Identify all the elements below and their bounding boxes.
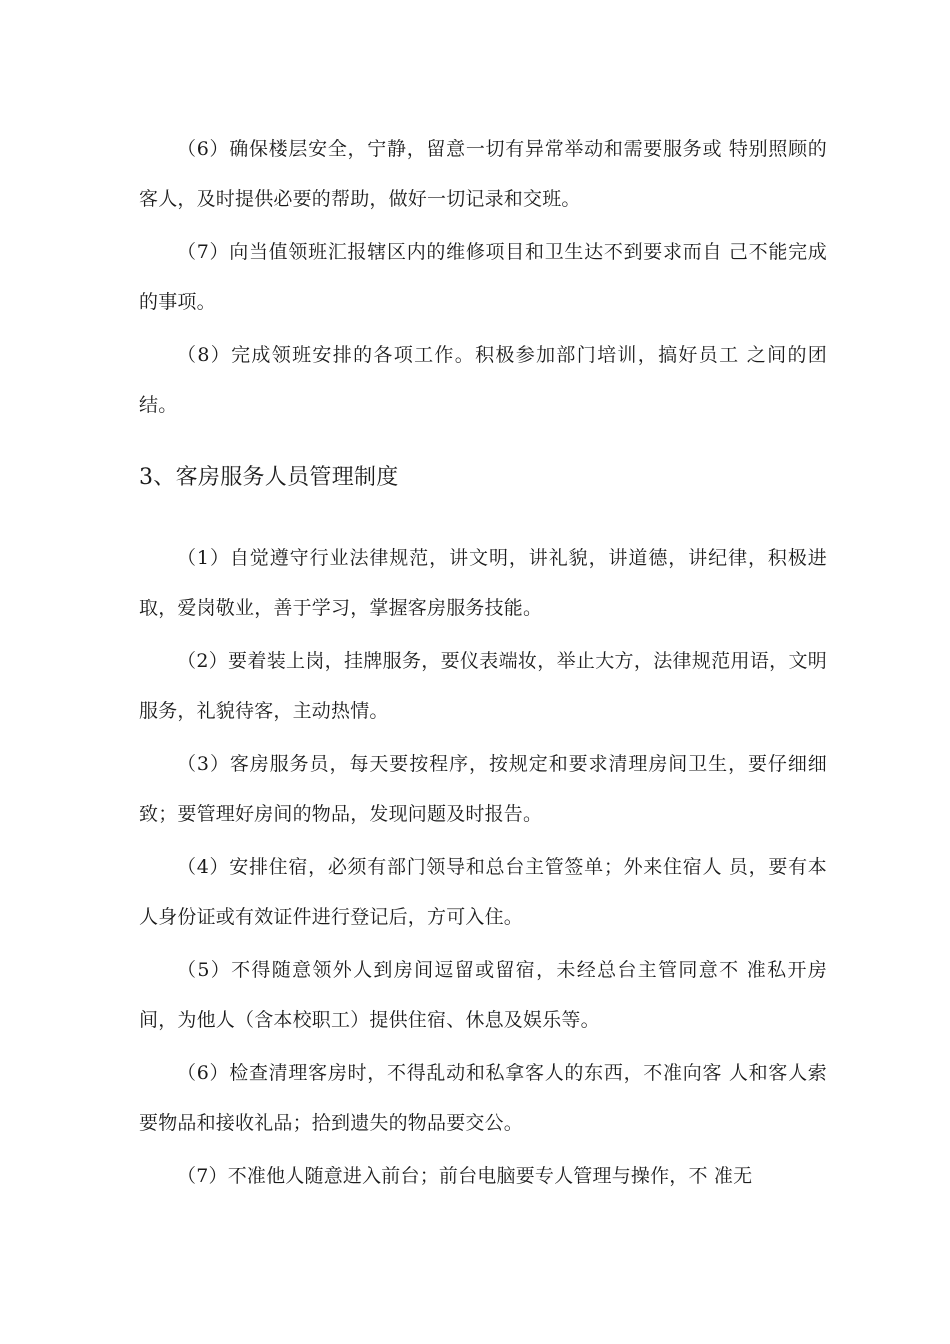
rule-item-2: （2）要着装上岗，挂牌服务，要仪表端妆，举止大方，法律规范用语，文明服务，礼貌待客，主动热情。 [139,650,827,722]
rule-item-5: （5）不得随意领外人到房间逗留或留宿，未经总台主管同意不 准私开房间，为他人（含本校职工）提供住宿、休息及娱乐等。 [139,959,827,1031]
paragraph-item-8: （8）完成领班安排的各项工作。积极参加部门培训，搞好员工 之间的团结。 [139,344,827,416]
rule-item-7: （7）不准他人随意进入前台；前台电脑要专人管理与操作，不 准无 [177,1165,753,1187]
rule-item-1: （1）自觉遵守行业法律规范，讲文明，讲礼貌，讲道德，讲纪律，积极进取，爱岗敬业，善于学习，掌握客房服务技能。 [139,547,827,619]
rule-item-6: （6）检查清理客房时，不得乱动和私拿客人的东西，不准向客 人和客人索要物品和接收礼品；拾到遗失的物品要交公。 [139,1062,827,1134]
paragraph-item-6: （6）确保楼层安全，宁静，留意一切有异常举动和需要服务或 特别照顾的客人，及时提供必要的帮助，做好一切记录和交班。 [139,138,827,210]
section-heading: 3、客房服务人员管理制度 [139,465,399,490]
rule-item-4: （4）安排住宿，必须有部门领导和总台主管签单；外来住宿人 员，要有本人身份证或有效证件进行登记后，方可入住。 [139,856,827,928]
rule-item-3: （3）客房服务员，每天要按程序，按规定和要求清理房间卫生，要仔细细致；要管理好房间的物品，发现问题及时报告。 [139,753,827,825]
document-body [139,124,827,1204]
paragraph-item-7: （7）向当值领班汇报辖区内的维修项目和卫生达不到要求而自 己不能完成的事项。 [139,241,827,313]
